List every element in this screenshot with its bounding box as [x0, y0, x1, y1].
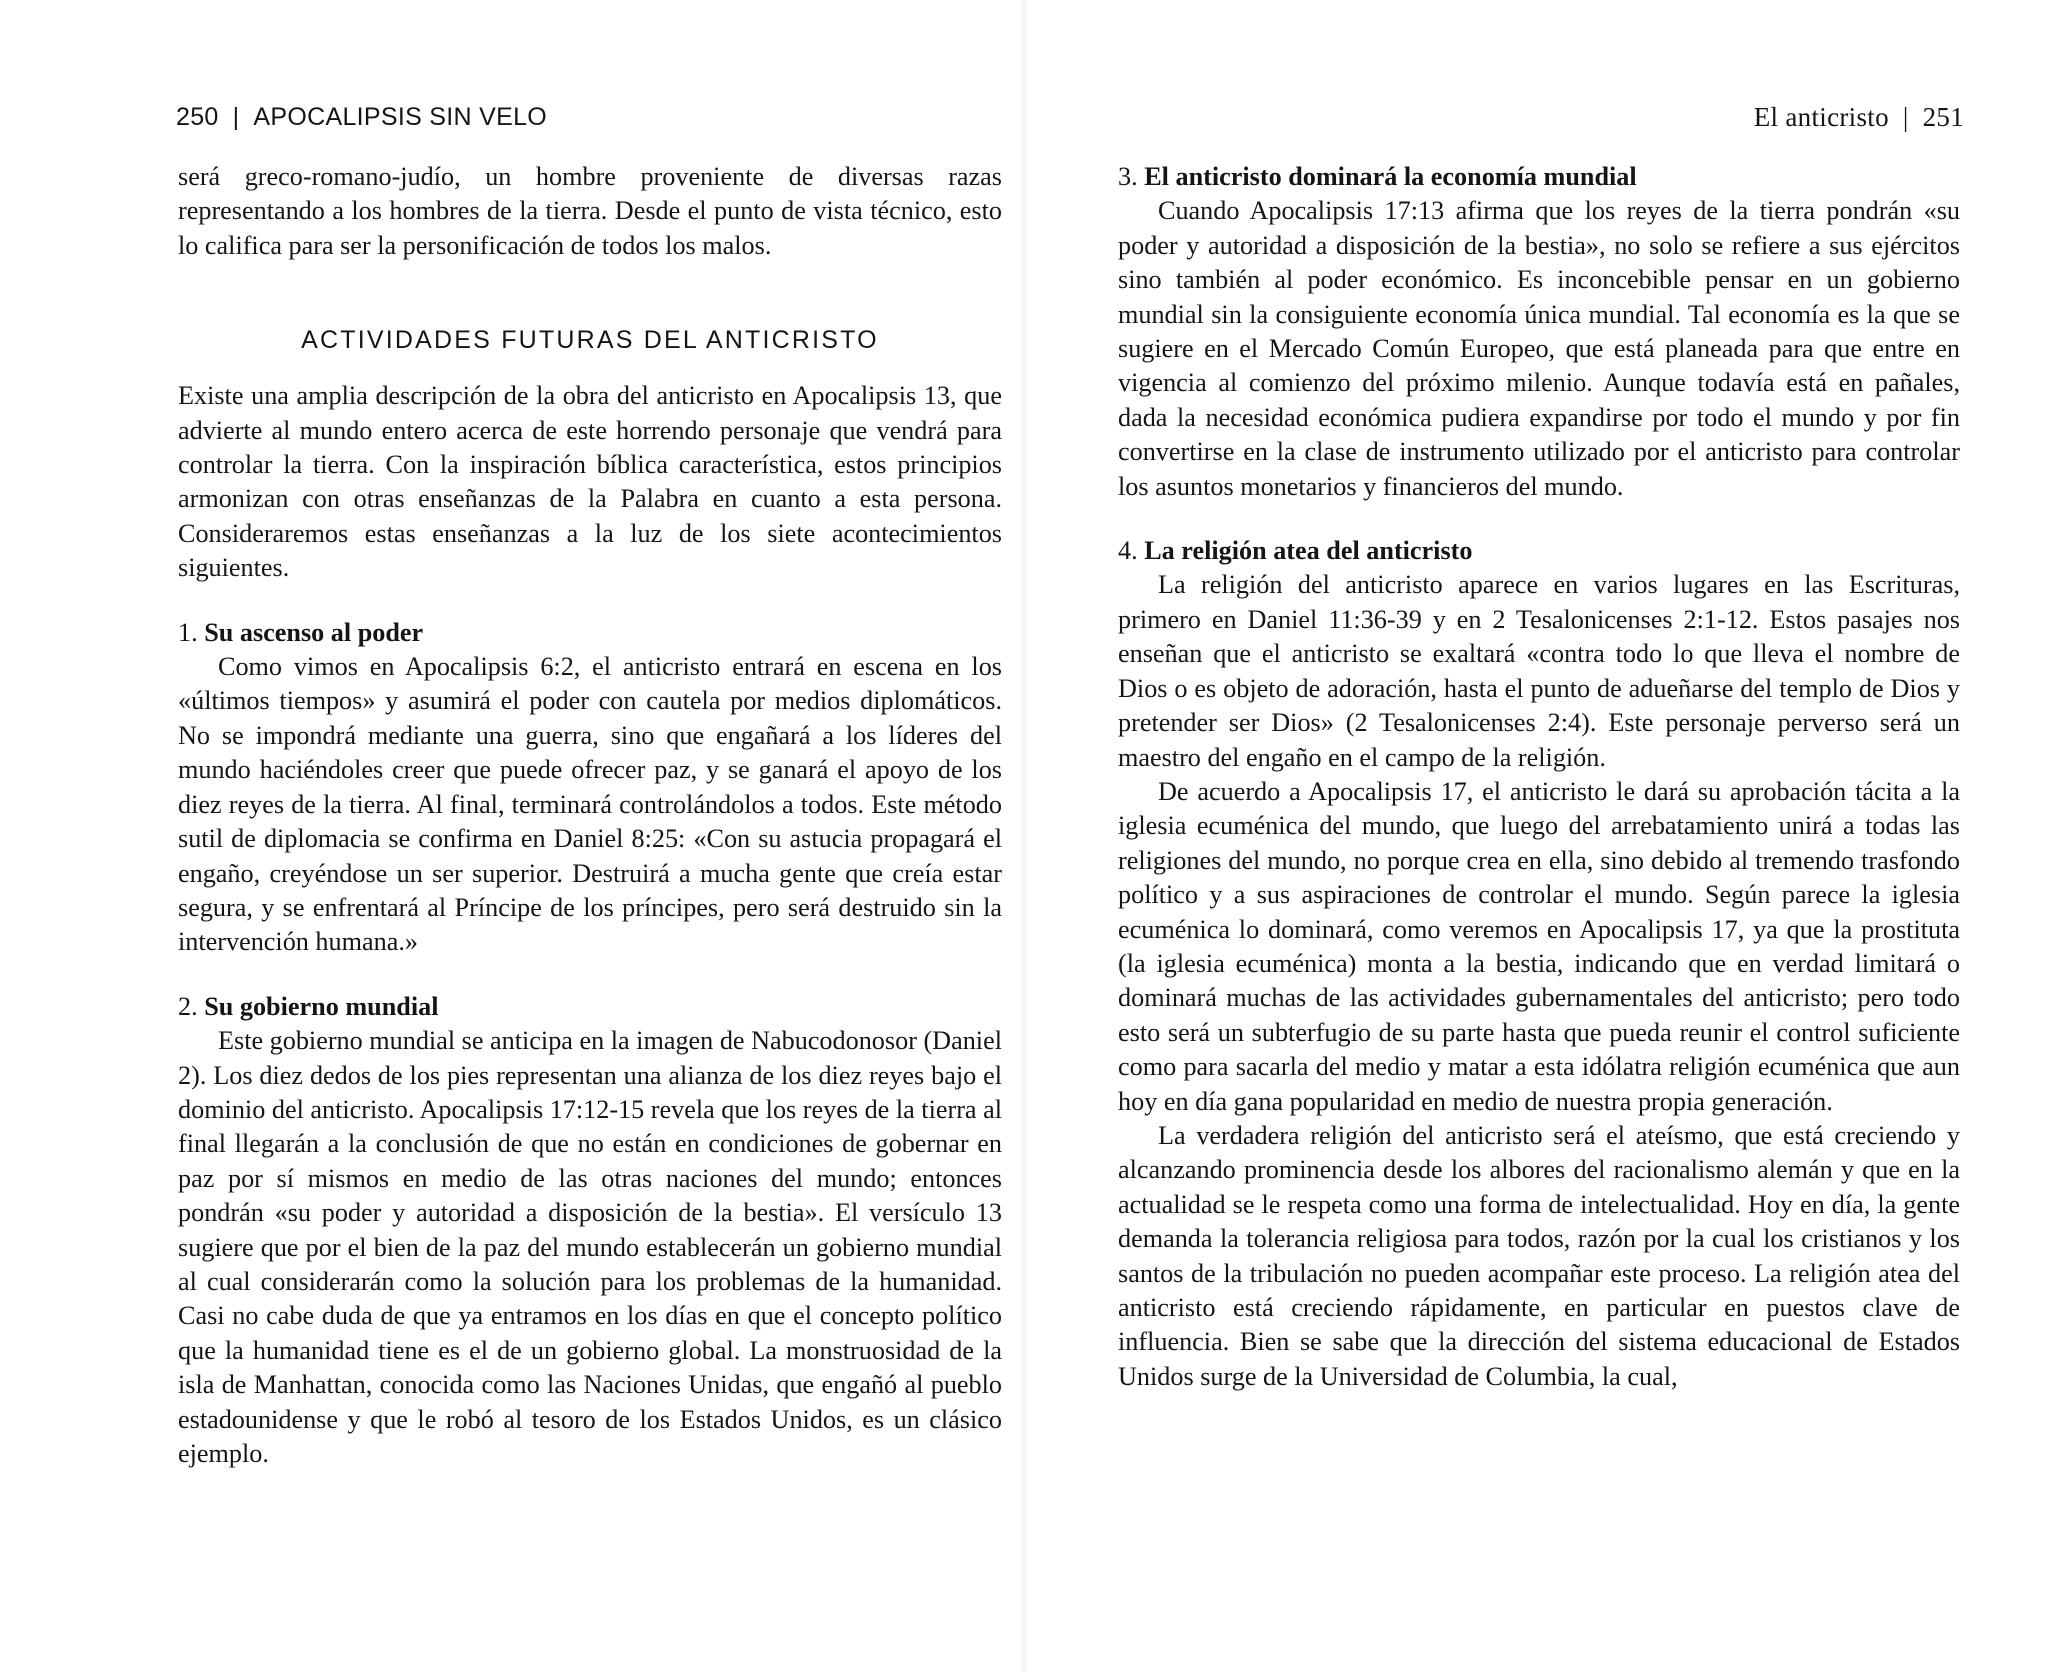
- left-running-head-separator: |: [232, 103, 240, 131]
- subsection-4-paragraph-1: La religión del anticristo aparece en varios lugares en las Escrituras, primero en Daniel 11:36-39 y en 2 Tesalonicenses 2:1-12. Estos pasajes nos enseñan que el anticristo se exaltará «contra todo lo que lleva el nombre de Dios o es objeto de adoración, hasta el punto de adueñarse del templo de Dios y pretender ser Dios» (2 Tesalonicenses 2:4). Este personaje perverso será un maestro del engaño en el campo de la religión.: [1118, 570, 1960, 772]
- subsection-2-paragraph: Este gobierno mundial se anticipa en la imagen de Nabucodonosor (Daniel 2). Los diez dedos de los pies representan una alianza de los diez reyes bajo el dominio del anticristo. Apocalipsis 17:12-15 revela que los reyes de la tierra al final llegarán a la conclusión de que no están en condiciones de gobernar en paz por sí mismos en medio de las otras naciones del mundo; entonces pondrán «su poder y autoridad a disposición de la bestia». El versículo 13 sugiere que por el bien de la paz del mundo establecerán un gobierno mundial al cual considerarán como la solución para los problemas de la humanidad. Casi no cabe duda de que ya entramos en los días en que el concepto político que la humanidad tiene es el de un gobierno global. La monstruosidad de la isla de Manhattan, conocida como las Naciones Unidas, que engañó al pueblo estadounidense y que le robó al tesoro de los Estados Unidos, es un clásico ejemplo.: [178, 1026, 1002, 1468]
- subsection-4-paragraph-3: La verdadera religión del anticristo será el ateísmo, que está creciendo y alcanzando prominencia desde los albores del racionalismo alemán y que en la actualidad se le respeta como una forma de intelectualidad. Hoy en día, la gente demanda la tolerancia religiosa para todos, razón por la cual los cristianos y los santos de la tribulación no pueden acompañar este proceso. La religión atea del anticristo está creciendo rápidamente, en particular en puestos clave de influencia. Bien se sabe que la dirección del sistema educacional de Estados Unidos surge de la Universidad de Columbia, la cual,: [1118, 1120, 1960, 1391]
- subsection-4-paragraph-2: De acuerdo a Apocalipsis 17, el anticristo le dará su aprobación tácita a la iglesia ecuménica del mundo, que luego del arrebatamiento unirá a todas las religiones del mundo, no porque crea en ella, sino debido al tremendo trasfondo político y a sus aspiraciones de controlar el mundo. Según parece la iglesia ecuménica lo dominará, como veremos en Apocalipsis 17, ya que la prostituta (la iglesia ecuménica) monta a la bestia, indicando que en verdad limitará o dominará muchas de las actividades gubernamentales del anticristo; pero todo esto será un subterfugio de su parte hasta que pueda reunir el control suficiente como para sacarla del medio y matar a esta idólatra religión ecuménica que aun hoy en día gana popularidad en medio de nuestra propia generación.: [1118, 776, 1960, 1116]
- right-page-number: 251: [1922, 102, 1964, 132]
- section-heading: ACTIVIDADES FUTURAS DEL ANTICRISTO: [301, 326, 879, 355]
- left-running-head: [176, 98, 547, 136]
- subsection-4-heading: [1118, 534, 1960, 568]
- right-running-head: [1754, 98, 1964, 136]
- subsection-2-heading: [178, 990, 1002, 1024]
- subsection-1-number: 1.: [178, 617, 198, 647]
- subsection-3-title: El anticristo dominará la economía mundial: [1144, 162, 1637, 191]
- subsection-3-heading: [1118, 160, 1960, 194]
- subsection-1-heading: [178, 616, 1002, 650]
- subsection-4-title: La religión atea del anticristo: [1144, 536, 1473, 566]
- subsection-1-paragraph: Como vimos en Apocalipsis 6:2, el anticristo entrará en escena en los «últimos tiempos» y asumirá el poder con cautela por medios diplomáticos. No se impondrá mediante una guerra, sino que engañará a los líderes del mundo haciéndoles creer que puede ofrecer paz, y se ganará el apoyo de los diez reyes de la tierra. Al final, terminará controlándolos a todos. Este método sutil de diplomacia se confirma en Daniel 8:25: «Con su astucia propagará el engaño, creyéndose un ser superior. Destruirá a mucha gente que creía estar segura, y se enfrentará al Príncipe de los príncipes, pero será destruido sin la intervención humana.»: [178, 652, 1002, 957]
- chapter-title: El anticristo: [1753, 102, 1889, 132]
- subsection-1-title: Su ascenso al poder: [204, 617, 424, 647]
- subsection-2-title: Su gobierno mundial: [204, 991, 439, 1021]
- intro-paragraph: Existe una amplia descripción de la obra del anticristo en Apocalipsis 13, que advierte al mundo entero acerca de este horrendo personaje que vendrá para controlar la tierra. Con la inspiración bíblica característica, estos principios armonizan con otras enseñanzas de la Palabra en cuanto a esta persona. Consideraremos estas enseñanzas a la luz de los siete acontecimientos siguientes.: [178, 381, 1002, 583]
- right-page: [1024, 0, 2048, 1672]
- left-text-column: [178, 160, 1002, 1471]
- subsection-3-number: 3.: [1118, 162, 1138, 191]
- subsection-3-paragraph: Cuando Apocalipsis 17:13 afirma que los reyes de la tierra pondrán «su poder y autoridad a disposición de la bestia», no solo se refiere a sus ejércitos sino también al poder económico. Es inconcebible pensar en un gobierno mundial sin la consiguiente economía única mundial. Tal economía es la que se sugiere en el Mercado Común Europeo, que está planeada para que entre en vigencia al comienzo del próximo milenio. Aunque todavía está en pañales, dada la necesidad económica pudiera expandirse por todo el mundo y por fin convertirse en la clase de instrumento utilizado por el anticristo para controlar los asuntos monetarios y financieros del mundo.: [1118, 196, 1960, 501]
- right-text-column: [1118, 160, 1960, 1394]
- opening-paragraph: será greco-romano-judío, un hombre proveniente de diversas razas representando a los hombres de la tierra. Desde el punto de vista técnico, esto lo califica para ser la personificación de todos los malos.: [178, 162, 1002, 260]
- subsection-4-number: 4.: [1118, 536, 1138, 566]
- left-page-number: 250: [176, 103, 219, 131]
- right-running-head-separator: |: [1902, 102, 1909, 132]
- subsection-2-number: 2.: [178, 991, 198, 1021]
- book-title: APOCALIPSIS SIN VELO: [253, 103, 548, 131]
